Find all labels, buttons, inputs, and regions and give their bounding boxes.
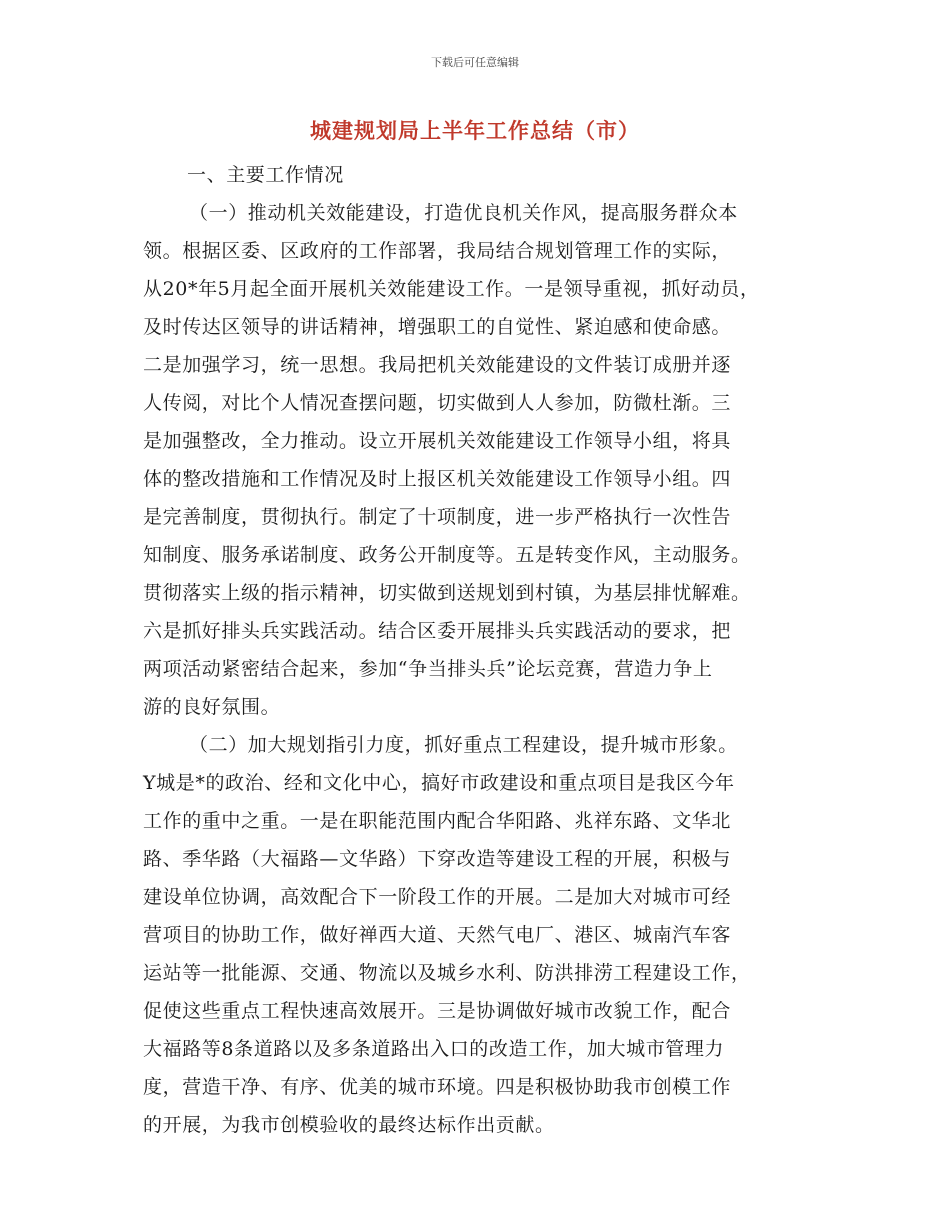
paragraph-line: 知制度、服务承诺制度、政务公开制度等。五是转变作风，主动服务。 [143,544,751,566]
paragraph-line: 六是抓好排头兵实践活动。结合区委开展排头兵实践活动的要求，把 [143,620,732,642]
paragraph-line: 工作的重中之重。一是在职能范围内配合华阳路、兆祥东路、文华北 [143,810,732,832]
document-body [143,156,823,1144]
paragraph-line: 路、季华路（大福路—文华路）下穿改造等建设工程的开展，积极与 [143,848,732,870]
paragraph-line: 是加强整改，全力推动。设立开展机关效能建设工作领导小组，将具 [143,430,732,452]
paragraph-line: 是完善制度，贯彻执行。制定了十项制度，进一步严格执行一次性告 [143,506,732,528]
paragraph-line: 游的良好氛围。 [143,696,281,718]
paragraph-line: 两项活动紧密结合起来，参加“争当排头兵”论坛竞赛，营造力争上 [143,658,713,680]
paragraph-line: 贯彻落实上级的指示精神，切实做到送规划到村镇，为基层排忧解难。 [143,582,751,604]
paragraph-line: （一）推动机关效能建设，打造优良机关作风，提高服务群众本 [189,202,738,224]
paragraph-1 [143,194,823,726]
paragraph-line: 建设单位协调，高效配合下一阶段工作的开展。二是加大对城市可经 [143,886,732,908]
paragraph-line: 运站等一批能源、交通、物流以及城乡水利、防洪排涝工程建设工作， [143,962,751,984]
paragraph-line: Y城是*的政治、经和文化中心，搞好市政建设和重点项目是我区今年 [143,772,735,794]
paragraph-line: 的开展，为我市创模验收的最终达标作出贡献。 [143,1114,555,1136]
paragraph-line: （二）加大规划指引力度，抓好重点工程建设，提升城市形象。 [189,734,738,756]
paragraph-line: 营项目的协助工作，做好禅西大道、天然气电厂、港区、城南汽车客 [143,924,732,946]
paragraph-line: 从20*年5月起全面开展机关效能建设工作。一是领导重视，抓好动员， [143,278,760,300]
paragraph-line: 大福路等8条道路以及多条道路出入口的改造工作，加大城市管理力 [143,1038,725,1060]
paragraph-line: 度，营造干净、有序、优美的城市环境。四是积极协助我市创模工作 [143,1076,732,1098]
paragraph-2 [143,726,823,1144]
header-note: 下载后可任意编辑 [431,56,519,69]
paragraph-line: 领。根据区委、区政府的工作部署，我局结合规划管理工作的实际， [143,240,732,262]
document-title: 城建规划局上半年工作总结（市） [310,119,640,143]
paragraph-line: 体的整改措施和工作情况及时上报区机关效能建设工作领导小组。四 [143,468,732,490]
paragraph-line: 二是加强学习，统一思想。我局把机关效能建设的文件装订成册并逐 [143,354,732,376]
section-heading: 一、主要工作情况 [187,164,344,186]
paragraph-line: 及时传达区领导的讲话精神，增强职工的自觉性、紧迫感和使命感。 [143,316,732,338]
paragraph-line: 人传阅，对比个人情况查摆问题，切实做到人人参加，防微杜渐。三 [143,392,732,414]
paragraph-line: 促使这些重点工程快速高效展开。三是协调做好城市改貌工作，配合 [143,1000,732,1022]
